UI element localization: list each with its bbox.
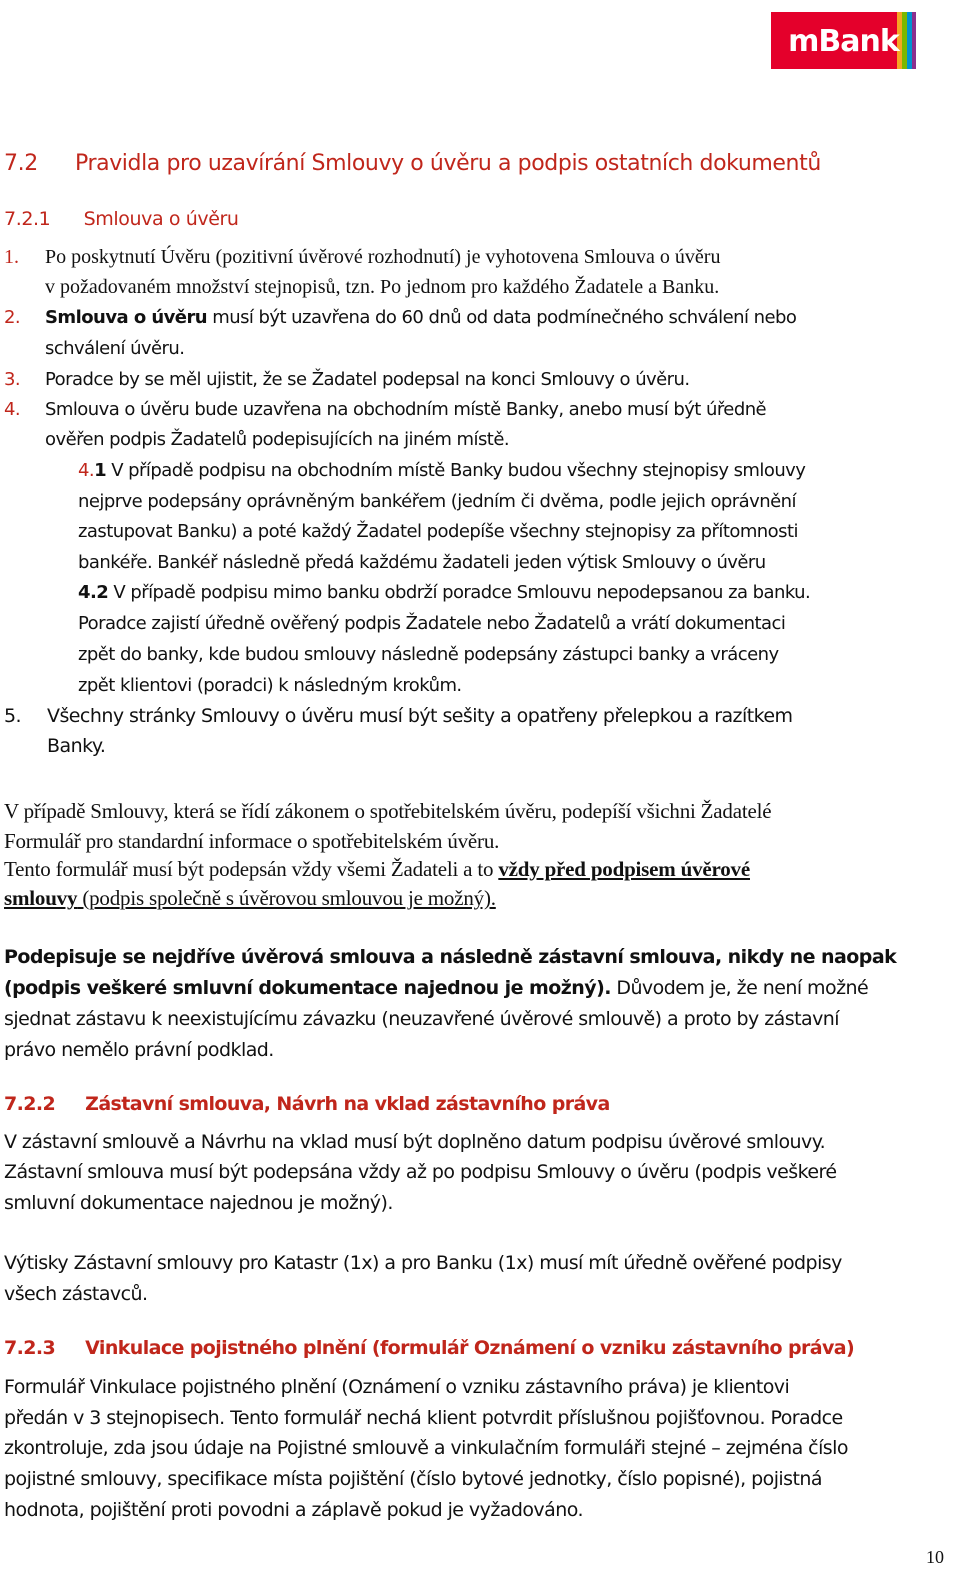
list-item-4-2-text: V případě podpisu mimo banku obdrží poradce Smlouvu nepodepsanou za banku. [108, 582, 811, 603]
list-item-4-2-line-4: zpět klientovi (poradci) k následným krokům. [78, 675, 462, 696]
list-item-number: 2. [4, 307, 21, 328]
order-line-4: právo nemělo právní podklad. [4, 1039, 274, 1061]
pledge-line-3: smluvní dokumentace najednou je možný). [4, 1192, 393, 1214]
subsection-title: Zástavní smlouva, Návrh na vklad zástavního práva [85, 1093, 610, 1115]
vinkulace-line-5: hodnota, pojištění proti povodni a záplavě pokud je vyžadováno. [4, 1499, 583, 1521]
subsection-number: 7.2.1 [4, 208, 51, 230]
pledge-line-1: V zástavní smlouvě a Návrhu na vklad musí být doplněno datum podpisu úvěrové smlouvy. [4, 1131, 826, 1153]
pledge-line-2: Zástavní smlouva musí být podepsána vždy až po podpisu Smlouvy o úvěru (podpis veškeré [4, 1161, 837, 1183]
list-item-number: 3. [4, 369, 21, 390]
order-rest-2: Důvodem je, že není možné [610, 977, 869, 999]
page-number: 10 [926, 1547, 944, 1567]
subsection-heading-3 [4, 1337, 854, 1359]
list-item-4-1-text: V případě podpisu na obchodním místě Banky budou všechny stejnopisy smlouvy [106, 460, 806, 481]
subsection-heading-2 [4, 1093, 610, 1115]
list-item-4-line-1: Smlouva o úvěru bude uzavřena na obchodním místě Banky, anebo musí být úředně [45, 399, 767, 420]
list-item-4-1-line-4: bankéře. Bankéř následně předá každému žadateli jeden výtisk Smlouvy o úvěru [78, 552, 766, 573]
logo-wordmark: mBank [788, 24, 899, 59]
list-item-4-2-number: 4.2 [78, 582, 109, 603]
order-bold-2: (podpis veškeré smluvní dokumentace najednou je možný). [4, 977, 611, 999]
consumer-line-4-text: (podpis společně s úvěrovou smlouvou je možný). [77, 886, 496, 910]
vinkulace-line-2: předán v 3 stejnopisech. Tento formulář nechá klient potvrdit příslušnou pojišťovnou. Poradce [4, 1407, 843, 1429]
list-item-1-line-2: v požadovaném množství stejnopisů, tzn. Po jednom pro každého Žadatele a Banku. [45, 276, 720, 298]
subsection-number: 7.2.2 [4, 1093, 56, 1115]
consumer-line-1: V případě Smlouvy, která se řídí zákonem o spotřebitelském úvěru, podepíší všichni Žadatelé [4, 799, 772, 823]
list-item-5-line-2: Banky. [47, 735, 106, 757]
vinkulace-line-3: zkontroluje, zda jsou údaje na Pojistné smlouvě a vinkulačním formuláři stejné – zejména číslo [4, 1437, 848, 1459]
section-title: Pravidla pro uzavírání Smlouvy o úvěru a podpis ostatních dokumentů [74, 151, 821, 176]
order-line-1 [4, 946, 896, 968]
list-item-number: 4. [4, 399, 21, 420]
order-line-3: sjednat zástavu k neexistujícímu závazku (neuzavřené úvěrové smlouvě) a proto by zástavní [4, 1008, 839, 1030]
list-item-2-bold: Smlouva o úvěru [45, 307, 208, 328]
list-item-4-1-line-1 [78, 460, 805, 481]
mbank-logo [771, 12, 916, 69]
consumer-line-4-emphasis: smlouvy [4, 886, 78, 910]
subsection-number: 7.2.3 [4, 1337, 56, 1359]
order-bold-1: Podepisuje se nejdříve úvěrová smlouva a následně zástavní smlouva, nikdy ne naopak [4, 946, 897, 968]
subsection-title: Vinkulace pojistného plnění (formulář Oznámení o vzniku zástavního práva) [85, 1337, 855, 1359]
copies-line-1: Výtisky Zástavní smlouvy pro Katastr (1x) a pro Banku (1x) musí mít úředně ověřené podpisy [4, 1252, 842, 1274]
list-item-4-1-line-2: nejprve podepsány oprávněným bankéřem (jedním či dvěma, podle jejich oprávnění [78, 491, 796, 512]
vinkulace-line-4: pojistné smlouvy, specifikace místa pojištění (číslo bytové jednotky, číslo popisné), pojistná [4, 1468, 822, 1490]
list-item-4-2-line-3: zpět do banky, kde budou smlouvy následně podepsány zástupci banky a vráceny [78, 644, 779, 665]
list-item-4-1-number-prefix: 4. [78, 460, 95, 481]
section-heading [4, 151, 821, 176]
list-item-5-line-1: Všechny stránky Smlouvy o úvěru musí být sešity a opatřeny přelepkou a razítkem [47, 705, 793, 727]
vinkulace-line-1: Formulář Vinkulace pojistného plnění (Oznámení o vzniku zástavního práva) je klientovi [4, 1376, 790, 1398]
list-item-4-1-number-suffix: 1 [94, 460, 107, 481]
consumer-line-3-emphasis: vždy před podpisem úvěrové [498, 857, 750, 881]
consumer-line-4 [4, 886, 496, 911]
order-line-2 [4, 977, 868, 999]
list-item-2-line-2: schválení úvěru. [45, 338, 185, 359]
list-item-1-line-1: Po poskytnutí Úvěru (pozitivní úvěrové rozhodnutí) je vyhotovena Smlouva o úvěru [45, 246, 721, 268]
section-number: 7.2 [4, 151, 38, 176]
list-item-number: 5. [4, 705, 22, 727]
subsection-heading-1 [4, 208, 239, 230]
list-item-2-rest: musí být uzavřena do 60 dnů od data podmínečného schválení nebo [207, 307, 797, 328]
consumer-line-3-text: Tento formulář musí být podepsán vždy všemi Žadateli a to [4, 857, 499, 881]
subsection-title: Smlouva o úvěru [83, 208, 239, 230]
list-item-4-2-line-1 [78, 582, 810, 603]
consumer-line-2: Formulář pro standardní informace o spotřebitelském úvěru. [4, 829, 500, 853]
list-item-4-1-line-3: zastupovat Banku) a poté každý Žadatel podepíše všechny stejnopisy za přítomnosti [78, 521, 798, 542]
list-item-4-line-2: ověřen podpis Žadatelů podepisujících na jiném místě. [45, 429, 510, 450]
list-item-2-line-1 [45, 307, 796, 328]
list-item-number: 1. [4, 246, 19, 268]
copies-line-2: všech zástavců. [4, 1283, 148, 1305]
list-item-4-2-line-2: Poradce zajistí úředně ověřený podpis Žadatele nebo Žadatelů a vrátí dokumentaci [78, 613, 786, 634]
list-item-3-line-1: Poradce by se měl ujistit, že se Žadatel podepsal na konci Smlouvy o úvěru. [45, 369, 690, 390]
consumer-line-3 [4, 857, 750, 882]
